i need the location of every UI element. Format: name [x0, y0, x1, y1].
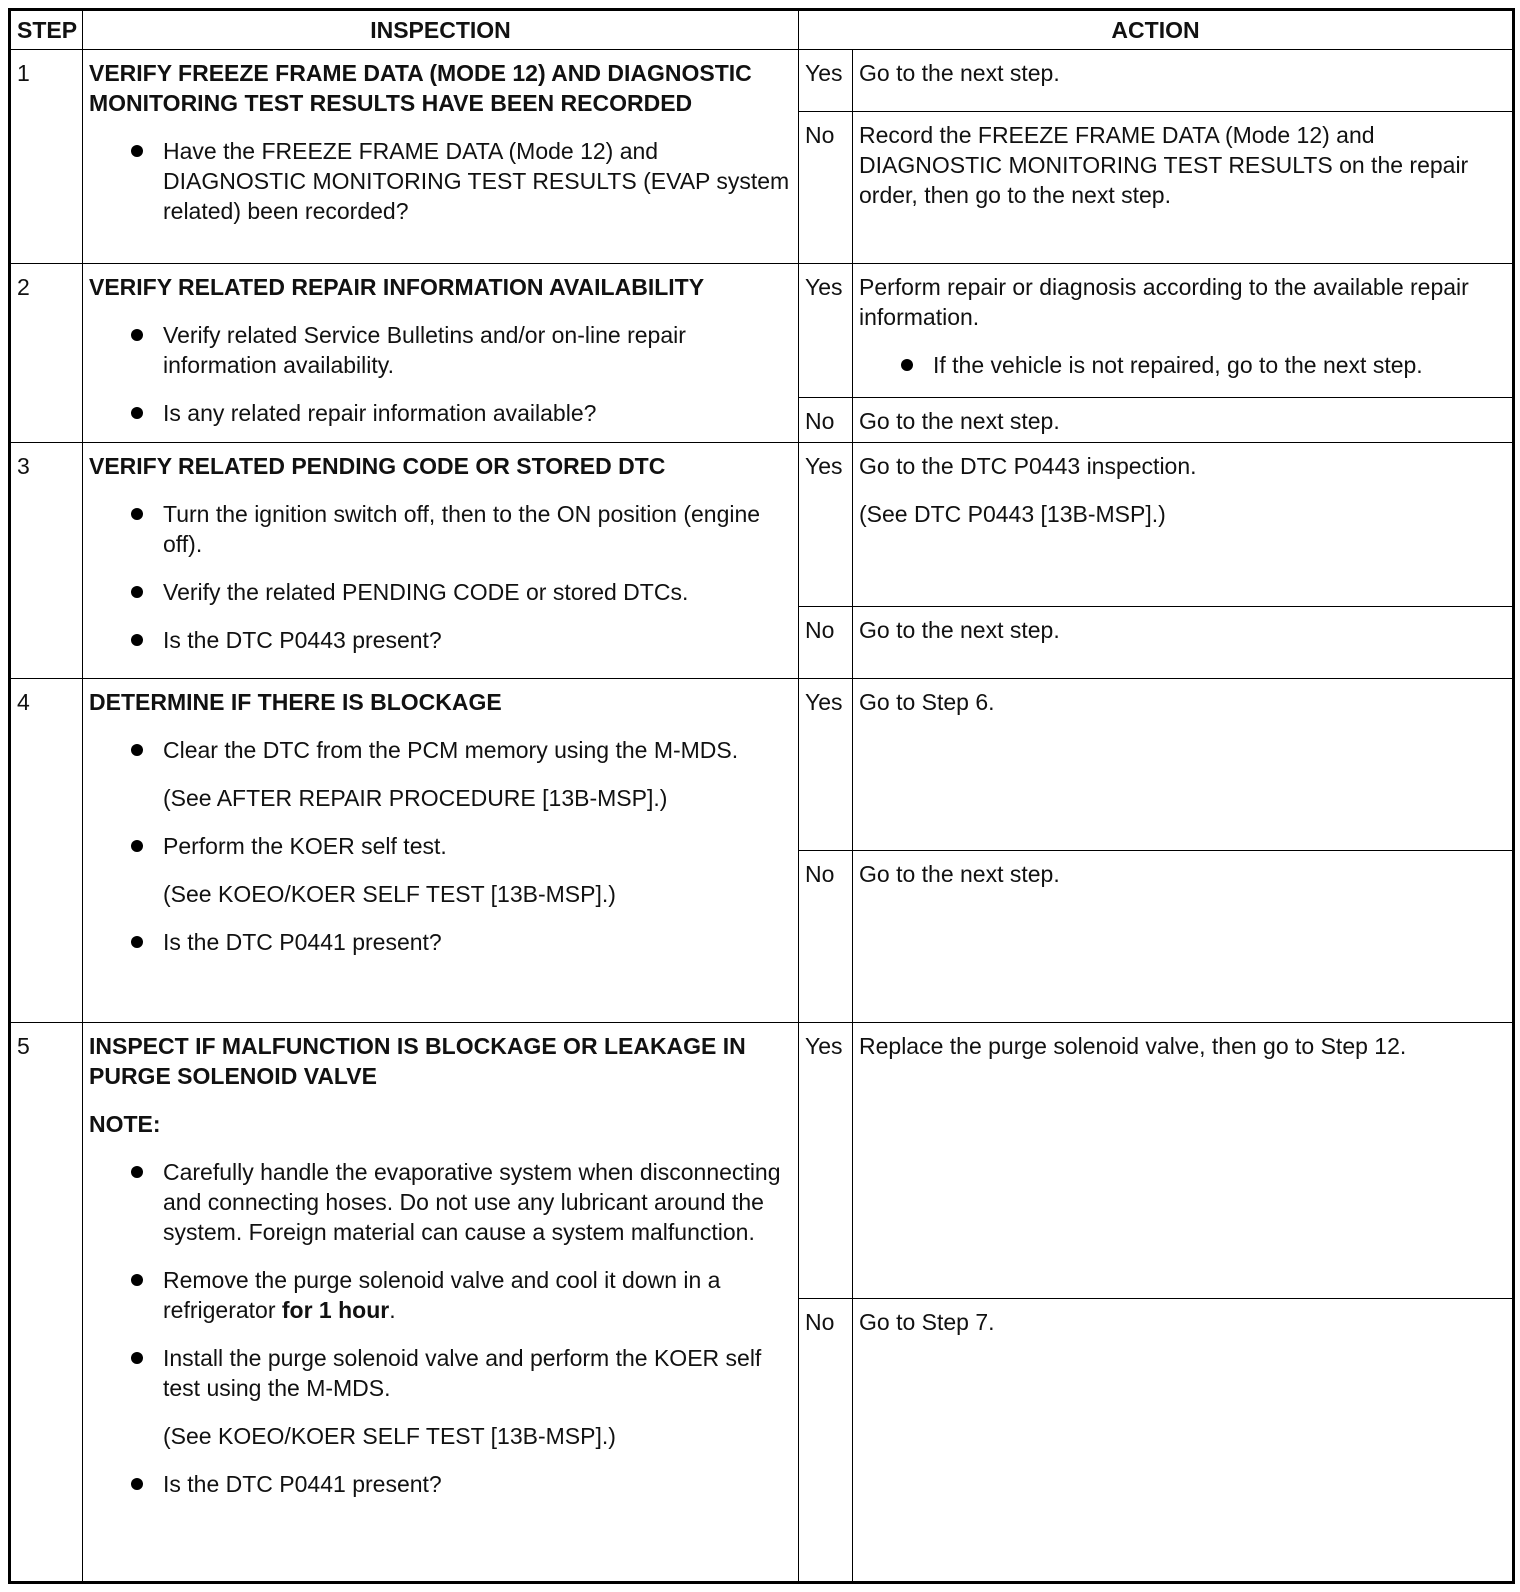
header-row — [10, 10, 1514, 50]
step-inspection — [83, 443, 799, 679]
no-label: No — [799, 398, 853, 443]
step-5-yes-row — [10, 1023, 1514, 1299]
step-title: VERIFY RELATED REPAIR INFORMATION AVAILABILITY — [89, 274, 705, 300]
header-action: ACTION — [799, 10, 1514, 50]
inspection-bullet — [89, 1265, 792, 1325]
yes-action: Go to the DTC P0443 inspection. — [859, 453, 1197, 479]
step-1-yes-row — [10, 50, 1514, 112]
step-title: VERIFY FREEZE FRAME DATA (MODE 12) AND DIAGNOSTIC MONITORING TEST RESULTS HAVE BEEN RECORDED — [89, 60, 752, 116]
step-inspection — [83, 50, 799, 264]
step-number: 4 — [10, 679, 83, 1023]
step-inspection — [83, 264, 799, 443]
inspection-bullet: Is the DTC P0441 present? — [89, 927, 792, 957]
step-number: 2 — [10, 264, 83, 443]
header-inspection: INSPECTION — [83, 10, 799, 50]
yes-action: Go to Step 6. — [853, 679, 1514, 851]
step-4-yes-row — [10, 679, 1514, 851]
bullet-emphasis: for 1 hour — [281, 1297, 390, 1323]
note-label: NOTE: — [89, 1111, 161, 1137]
inspection-bullet: Verify related Service Bulletins and/or on-line repair information availability. — [89, 320, 792, 380]
bullet-text: Remove the purge solenoid valve and cool it down in a refrigerator — [163, 1267, 721, 1323]
yes-label: Yes — [799, 50, 853, 112]
inspection-reference: (See KOEO/KOER SELF TEST [13B-MSP].) — [163, 1423, 616, 1449]
no-action: Go to the next step. — [853, 851, 1514, 1023]
no-label: No — [799, 607, 853, 679]
action-bullet: If the vehicle is not repaired, go to the next step. — [859, 350, 1506, 380]
inspection-bullet: Install the purge solenoid valve and perform the KOER self test using the M-MDS. — [89, 1343, 792, 1403]
no-label: No — [799, 851, 853, 1023]
no-action: Go to Step 7. — [853, 1299, 1514, 1583]
step-number: 1 — [10, 50, 83, 264]
step-title: VERIFY RELATED PENDING CODE OR STORED DTC — [89, 453, 666, 479]
inspection-bullet: Have the FREEZE FRAME DATA (Mode 12) and DIAGNOSTIC MONITORING TEST RESULTS (EVAP system related) been recorded? — [89, 136, 792, 226]
step-title: INSPECT IF MALFUNCTION IS BLOCKAGE OR LEAKAGE IN PURGE SOLENOID VALVE — [89, 1033, 746, 1089]
no-label: No — [799, 112, 853, 264]
yes-label: Yes — [799, 443, 853, 607]
yes-reference: (See DTC P0443 [13B-MSP].) — [859, 501, 1166, 527]
yes-label: Yes — [799, 679, 853, 851]
step-2-yes-row — [10, 264, 1514, 398]
no-action: Go to the next step. — [853, 398, 1514, 443]
step-title: DETERMINE IF THERE IS BLOCKAGE — [89, 689, 502, 715]
inspection-bullet: Is the DTC P0441 present? — [89, 1469, 792, 1499]
header-step: STEP — [10, 10, 83, 50]
inspection-bullet: Clear the DTC from the PCM memory using the M-MDS. — [89, 735, 792, 765]
step-number: 3 — [10, 443, 83, 679]
inspection-bullet: Is any related repair information available? — [89, 398, 792, 428]
inspection-bullet: Perform the KOER self test. — [89, 831, 792, 861]
yes-action: Perform repair or diagnosis according to the available repair information. — [859, 274, 1469, 330]
no-label: No — [799, 1299, 853, 1583]
yes-action: Replace the purge solenoid valve, then go to Step 12. — [853, 1023, 1514, 1299]
inspection-reference: (See AFTER REPAIR PROCEDURE [13B-MSP].) — [163, 785, 668, 811]
inspection-bullet: Verify the related PENDING CODE or stored DTCs. — [89, 577, 792, 607]
step-inspection — [83, 1023, 799, 1583]
step-number: 5 — [10, 1023, 83, 1583]
inspection-bullet: Is the DTC P0443 present? — [89, 625, 792, 655]
step-inspection — [83, 679, 799, 1023]
yes-action: Go to the next step. — [853, 50, 1514, 112]
yes-action-cell — [853, 264, 1514, 398]
step-3-yes-row — [10, 443, 1514, 607]
no-action: Record the FREEZE FRAME DATA (Mode 12) and DIAGNOSTIC MONITORING TEST RESULTS on the repair order, then go to the next step. — [853, 112, 1514, 264]
yes-label: Yes — [799, 1023, 853, 1299]
bullet-text-end: . — [389, 1297, 396, 1323]
yes-action-cell — [853, 443, 1514, 607]
inspection-reference: (See KOEO/KOER SELF TEST [13B-MSP].) — [163, 881, 616, 907]
yes-label: Yes — [799, 264, 853, 398]
inspection-bullet: Turn the ignition switch off, then to the ON position (engine off). — [89, 499, 792, 559]
inspection-bullet: Carefully handle the evaporative system when disconnecting and connecting hoses. Do not use any lubricant around the system. Foreign material can cause a system malfunction. — [89, 1157, 792, 1247]
no-action: Go to the next step. — [853, 607, 1514, 679]
diagnostic-table — [8, 8, 1515, 1584]
